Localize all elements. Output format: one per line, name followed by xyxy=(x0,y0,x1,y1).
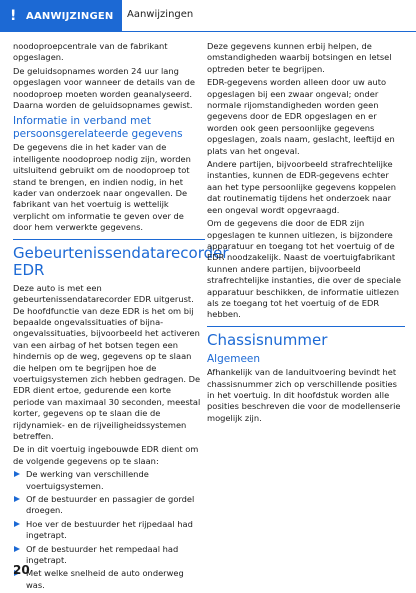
paragraph: De geluidsopnames worden 24 uur lang opgeslagen voor wanneer de details van de noodoproep moeten worden geanalyseerd. Daarna worden de geluidsopnames gewist. xyxy=(13,65,195,111)
list-item xyxy=(13,568,205,591)
subheading-personal-data: Informatie in verband met persoonsgerelateerde gegevens xyxy=(13,115,183,140)
paragraph: De gegevens die in het kader van de intelligente noodoproep nodig zijn, worden uitsluitend gebruikt om de noodoproep tot stand te brengen, en indien nodig, in het kader van onderzoek naar ongevallen. De fabrikant van het voertuig is wettelijk verplicht om informatie te geven over de door hem verwerkte gegevens. xyxy=(13,142,191,233)
list-item-text: Of de bestuurder het rempedaal had ingetrapt. xyxy=(26,543,179,566)
list-item xyxy=(13,544,205,567)
chapter-tab-label: AANWIJZINGEN xyxy=(26,10,114,22)
list-item xyxy=(13,519,205,542)
list-item xyxy=(13,494,205,517)
paragraph: EDR-gegevens worden alleen door uw auto opgeslagen bij een zwaar ongeval; onder normale rijomstandigheden worden geen gegevens door de EDR opgeslagen en er worden ook geen persoonlijke gegevens opgeslagen, zoals naam, geslacht, leeftijd en plats van het ongeval. xyxy=(207,77,395,156)
list-item-text: De werking van verschillende voertuigsystemen. xyxy=(26,469,149,491)
paragraph: noodoproepcentrale van de fabrikant opgeslagen. xyxy=(13,41,168,63)
paragraph: Deze gegevens kunnen erbij helpen, de omstandigheden waarbij botsingen en letsel optreden beter te begrijpen. xyxy=(207,41,392,74)
list-item-text: Of de bestuurder en passagier de gordel droegen. xyxy=(26,494,195,516)
right-column xyxy=(207,41,405,426)
triangle-bullet-icon xyxy=(14,521,20,527)
edr-data-list xyxy=(13,469,205,591)
section-divider xyxy=(207,326,405,327)
section-divider xyxy=(13,239,205,240)
exclamation-icon: ! xyxy=(10,8,17,24)
triangle-bullet-icon xyxy=(14,496,20,502)
subheading-general: Algemeen xyxy=(207,352,261,365)
heading-chassis-number: Chassisnummer xyxy=(207,330,328,349)
paragraph: Andere partijen, bijvoorbeeld strafrechtelijke instanties, kunnen de EDR-gegevens echter aan het type persoonlijke gegevens koppelen dat routinematig tijdens het onderzoek naar een ongeval wordt opgevraagd. xyxy=(207,159,397,215)
triangle-bullet-icon xyxy=(14,471,20,477)
chapter-tab[interactable] xyxy=(0,0,121,32)
page-number: 20 xyxy=(13,563,30,577)
header-divider xyxy=(121,0,122,32)
paragraph: Om de gegevens die door de EDR zijn opgeslagen te kunnen uitlezen, is bijzondere apparatuur en toegang tot het voertuig of de EDR noodzakelijk. Naast de voertuigfabrikant kunnen andere partijen, bijvoorbeeld strafrechtelijke instanties, die over de speciale apparatuur beschikken, de informatie uitlezen als ze toegang tot het voertuig of de EDR hebben. xyxy=(207,218,401,320)
list-item-text: Hoe ver de bestuurder het rijpedaal had ingetrapt. xyxy=(26,518,193,541)
section-title: Aanwijzingen xyxy=(127,9,194,20)
left-column xyxy=(13,41,229,593)
list-item xyxy=(13,469,205,492)
triangle-bullet-icon xyxy=(14,546,20,552)
paragraph: Deze auto is met een gebeurtenissendatarecorder EDR uitgerust. De hoofdfunctie van deze EDR is het om bij bepaalde ongevalssituaties of bijna-ongevalssituaties, bijvoorbeeld het activeren van een airbag of het botsen tegen een hindernis op de weg, gegevens op te slaan die helpen om te begrijpen hoe de voertuigsystemen zich hebben gedragen. De EDR dient ertoe, gedurende een korte periode van maximaal 30 seconden, meestal korter, gegevens op te slaan die de rijdynamiek- en de rijveiligheidssystemen betreffen. xyxy=(13,282,201,441)
list-item-text: Met welke snelheid de auto onderweg was. xyxy=(26,568,184,590)
paragraph: Afhankelijk van de landuitvoering bevindt het chassisnummer zich op verschillende posities in het voertuig. In dit hoofdstuk worden alle posities beschreven die voor de modellenserie mogelijk zijn. xyxy=(207,367,401,423)
heading-edr: Gebeurtenissendatarecorder EDR xyxy=(13,243,229,279)
paragraph: De in dit voertuig ingebouwde EDR dient om de volgende gegevens op te slaan: xyxy=(13,444,199,466)
header-underline xyxy=(121,31,416,32)
